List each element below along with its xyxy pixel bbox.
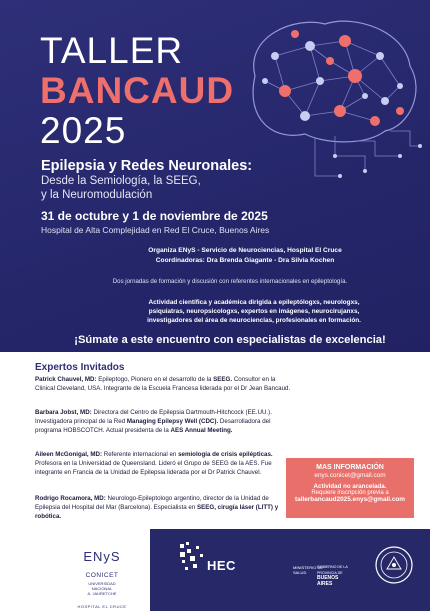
info-requirement: Requiere inscripción previa a (311, 490, 389, 496)
expert-line (35, 512, 283, 521)
subtitle: Epilepsia y Redes Neuronales: (41, 158, 253, 174)
ministry-line: MINISTERIO DE (293, 565, 324, 570)
expert-text: Directora del Centro de Epilepsia Dartmouth-Hitchcock (EE.UU.). (91, 409, 272, 416)
coordinators-line: Coordinadoras: Dra Brenda Giagante - Dra Silvia Kochen (155, 257, 335, 264)
expert-highlight: semiología de crisis epilépticas. (178, 451, 273, 458)
audience-line: psiquiatras, neuropsicologxs, expertos en imágenes, neurocirujanxs, (148, 308, 360, 315)
info-email-link[interactable]: enys.conicet@gmail.com (314, 472, 386, 479)
expert-highlight: SEEG. (213, 376, 233, 383)
expert-text: Desarrolladora del (218, 418, 271, 425)
expert-line (35, 384, 291, 393)
audience-line: Actividad científica y académica dirigida a epileptólogxs, neurologxs, (148, 299, 360, 306)
province-line: AIRES (317, 580, 333, 587)
expert-line (35, 503, 283, 512)
subtitle-line: y la Neuromodulación (41, 189, 153, 201)
call-to-action: ¡Súmate a este encuentro con especialistas de excelencia! (74, 334, 386, 346)
expert-line (35, 494, 283, 503)
expert-text: Clinical Cleveland, USA. Integrante de la Escuela Francesa liderada por el Dr Jean Bancaud. (35, 385, 291, 392)
expert-line (35, 375, 283, 384)
province-line: BUENOS (317, 575, 339, 582)
expert-line (35, 426, 283, 435)
audience-line: investigadores del área de neurociencias, profesionales en formación. (147, 317, 361, 324)
expert-line (35, 468, 283, 477)
province-name (317, 565, 348, 587)
info-title: MAS INFORMACIÓN (316, 464, 384, 471)
info-box (286, 458, 414, 518)
title-line-3: 2025 (40, 110, 127, 151)
university-line: A. JAURETCHE (87, 591, 117, 596)
expert-entry (35, 408, 283, 435)
enys-name: ENyS (83, 549, 121, 564)
event-date: 31 de octubre y 1 de noviembre de 2025 (41, 209, 268, 223)
expert-name: Rodrigo Rocamora, MD: (35, 495, 106, 502)
expert-text: Neurologo-Epileptologo argentino, director de la Unidad de (105, 495, 269, 502)
hec-logo-text: HEC (207, 558, 236, 573)
expert-highlight: SEEG, cirugía láser (LITT) y (197, 504, 279, 511)
enys-logo (62, 527, 142, 611)
expert-entry (35, 450, 283, 477)
province-line: GOBIERNO DE LA (317, 565, 348, 569)
ministry-line: SALUD (293, 569, 307, 575)
expert-text: Epileptogo, Pionero en el desarrollo de la (96, 376, 214, 383)
expert-name: Patrick Chauvel, MD: (35, 376, 97, 383)
university-line: UNIVERSIDAD (88, 581, 116, 586)
expert-entry (35, 375, 291, 393)
expert-name: Aileen McGonigal, MD: (35, 451, 103, 458)
subtitle-line: Desde la Semiología, la SEEG, (41, 175, 201, 187)
expert-text: Referente internacional en (102, 451, 179, 458)
expert-text: Consultor en la (232, 376, 276, 383)
expert-line (35, 450, 283, 459)
expert-text: integrante en Francia de la Unidad de Epilepsia liderada por el Dr Patrick Chauvel. (35, 469, 262, 476)
expert-highlight: AES Annual Meeting. (170, 427, 233, 434)
university-seal-icon (374, 545, 414, 585)
expert-text: Profesora en la Universidad de Queensland. Lideró el Grupo de SEEG de la AES. Fue (35, 460, 272, 467)
experts-heading: Expertos Invitados (35, 362, 125, 373)
expert-highlight: Managing Epilepsy Well (CDC). (126, 418, 219, 425)
event-venue: Hospital de Alta Complejidad en Red El Cruce, Buenos Aires (41, 225, 270, 235)
expert-line (35, 417, 283, 426)
province-line: PROVINCIA DE (317, 570, 343, 575)
expert-line (35, 408, 283, 417)
university-line: NACIONAL (91, 586, 113, 591)
expert-name: Barbara Jobst, MD: (35, 409, 92, 416)
expert-entry (35, 494, 283, 521)
expert-text: Investigadora principal de la Red (35, 418, 127, 425)
info-free-note: Actividad no arancelada. (313, 483, 387, 490)
registration-email-link[interactable]: tallerbancaud2025.enys@gmail.com (295, 496, 405, 503)
expert-text: programa HOBSCOTCH. Actual presidenta de la (35, 427, 171, 434)
title-line-2: BANCAUD (40, 70, 235, 111)
university-name (62, 581, 142, 596)
organizer-line: Organiza ENyS - Servicio de Neurociencias, Hospital El Cruce (148, 247, 342, 254)
expert-highlight: robótica. (35, 513, 62, 520)
conicet-name: CONICET (85, 572, 119, 579)
event-description: Dos jornadas de formación y discusión con referentes internacionales en epileptología. (112, 278, 348, 285)
title-line-1: TALLER (40, 30, 184, 71)
expert-line (35, 459, 283, 468)
expert-text: Epilepsia del Hospital del Mar (Barcelona). Especialista en (35, 504, 197, 511)
hospital-name: HOSPITAL EL CRUCE (77, 604, 127, 609)
